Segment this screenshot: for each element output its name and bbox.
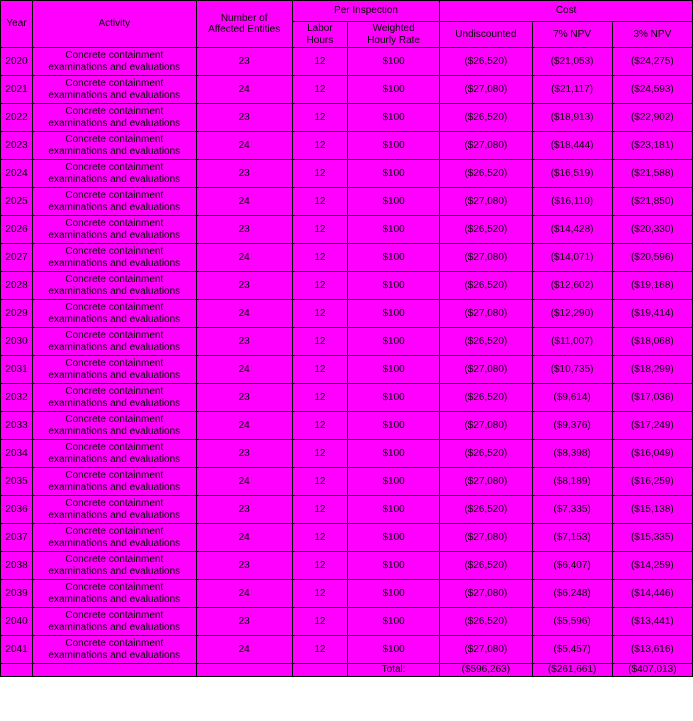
cell-entities: 23	[196, 48, 292, 76]
cell-undiscounted: ($27,080)	[440, 76, 532, 104]
cell-npv7: ($9,614)	[532, 384, 612, 412]
cell-activity	[33, 412, 196, 440]
table-row	[1, 440, 693, 468]
cell-hourly-rate: $100	[347, 552, 439, 580]
table-row	[1, 468, 693, 496]
cell-activity-line1: Concrete containment	[65, 134, 164, 145]
cell-hourly-rate: $100	[347, 272, 439, 300]
cell-labor-hours: 12	[292, 160, 347, 188]
table-row	[1, 384, 693, 412]
table-row	[1, 552, 693, 580]
cell-activity-line1: Concrete containment	[65, 386, 164, 397]
cell-labor-hours: 12	[292, 104, 347, 132]
table-row	[1, 244, 693, 272]
table-row	[1, 76, 693, 104]
cell-entities: 23	[196, 552, 292, 580]
cell-activity-line2: examinations and evaluations	[48, 257, 181, 269]
cell-npv7: ($18,444)	[532, 132, 612, 160]
cell-activity-line1: Concrete containment	[65, 190, 164, 201]
cell-npv7: ($10,735)	[532, 356, 612, 384]
table-row	[1, 188, 693, 216]
cell-npv3: ($15,138)	[612, 496, 692, 524]
cell-npv3: ($20,330)	[612, 216, 692, 244]
cell-activity-line2: examinations and evaluations	[48, 145, 181, 157]
cell-activity-line1: Concrete containment	[65, 330, 164, 341]
cell-activity-line1: Concrete containment	[65, 106, 164, 117]
cell-hourly-rate: $100	[347, 328, 439, 356]
total-npv7: ($261,661)	[532, 664, 612, 677]
cell-year: 2023	[1, 132, 33, 160]
table-row	[1, 216, 693, 244]
cell-npv7: ($8,398)	[532, 440, 612, 468]
cell-labor-hours: 12	[292, 580, 347, 608]
cell-npv3: ($18,299)	[612, 356, 692, 384]
cell-activity	[33, 244, 196, 272]
cell-labor-hours: 12	[292, 328, 347, 356]
cell-undiscounted: ($26,520)	[440, 104, 532, 132]
cell-entities: 24	[196, 524, 292, 552]
cell-entities: 23	[196, 104, 292, 132]
cell-npv3: ($14,446)	[612, 580, 692, 608]
cell-entities: 24	[196, 300, 292, 328]
cell-npv7: ($21,053)	[532, 48, 612, 76]
cell-npv3: ($24,593)	[612, 76, 692, 104]
cell-npv7: ($6,407)	[532, 552, 612, 580]
cell-entities: 23	[196, 216, 292, 244]
cell-npv7: ($11,007)	[532, 328, 612, 356]
header-undiscounted: Undiscounted	[440, 22, 532, 48]
table-row	[1, 104, 693, 132]
cell-labor-hours: 12	[292, 468, 347, 496]
cell-undiscounted: ($27,080)	[440, 412, 532, 440]
cell-hourly-rate: $100	[347, 188, 439, 216]
cell-activity	[33, 440, 196, 468]
cell-npv7: ($16,110)	[532, 188, 612, 216]
cell-undiscounted: ($27,080)	[440, 132, 532, 160]
cell-year: 2032	[1, 384, 33, 412]
cell-labor-hours: 12	[292, 272, 347, 300]
cell-undiscounted: ($26,520)	[440, 496, 532, 524]
cell-npv3: ($21,850)	[612, 188, 692, 216]
cell-activity-line2: examinations and evaluations	[48, 117, 181, 129]
cell-year: 2037	[1, 524, 33, 552]
cell-entities: 24	[196, 188, 292, 216]
cell-year: 2033	[1, 412, 33, 440]
cell-activity-line2: examinations and evaluations	[48, 229, 181, 241]
cell-npv3: ($17,036)	[612, 384, 692, 412]
cell-npv7: ($8,189)	[532, 468, 612, 496]
cell-npv3: ($16,049)	[612, 440, 692, 468]
cell-activity-line2: examinations and evaluations	[48, 341, 181, 353]
cell-activity-line2: examinations and evaluations	[48, 481, 181, 493]
table-footer	[1, 664, 693, 677]
cell-labor-hours: 12	[292, 496, 347, 524]
cell-undiscounted: ($27,080)	[440, 468, 532, 496]
cell-activity-line1: Concrete containment	[65, 442, 164, 453]
cell-npv7: ($5,596)	[532, 608, 612, 636]
cell-activity	[33, 496, 196, 524]
cell-year: 2024	[1, 160, 33, 188]
header-labor-hours-line1: Labor	[307, 23, 333, 34]
header-activity: Activity	[33, 1, 196, 48]
cell-activity-line2: examinations and evaluations	[48, 509, 181, 521]
cell-undiscounted: ($26,520)	[440, 440, 532, 468]
cell-npv3: ($13,441)	[612, 608, 692, 636]
cell-hourly-rate: $100	[347, 412, 439, 440]
cell-activity-line2: examinations and evaluations	[48, 453, 181, 465]
cell-labor-hours: 12	[292, 356, 347, 384]
cell-hourly-rate: $100	[347, 524, 439, 552]
cell-activity-line1: Concrete containment	[65, 50, 164, 61]
cell-labor-hours: 12	[292, 76, 347, 104]
cell-entities: 24	[196, 636, 292, 664]
cell-entities: 24	[196, 468, 292, 496]
cell-activity	[33, 468, 196, 496]
table-row	[1, 328, 693, 356]
cell-hourly-rate: $100	[347, 468, 439, 496]
cell-entities: 23	[196, 384, 292, 412]
cell-activity	[33, 216, 196, 244]
cell-year: 2038	[1, 552, 33, 580]
cell-activity-line2: examinations and evaluations	[48, 621, 181, 633]
cell-labor-hours: 12	[292, 524, 347, 552]
cell-labor-hours: 12	[292, 384, 347, 412]
cell-activity-line2: examinations and evaluations	[48, 425, 181, 437]
cell-labor-hours: 12	[292, 244, 347, 272]
cell-npv7: ($14,428)	[532, 216, 612, 244]
header-weighted-hourly-rate-line2: Hourly Rate	[367, 34, 420, 46]
cell-activity-line1: Concrete containment	[65, 218, 164, 229]
header-npv7: 7% NPV	[532, 22, 612, 48]
table-row	[1, 132, 693, 160]
cell-undiscounted: ($26,520)	[440, 216, 532, 244]
table-header	[1, 1, 693, 48]
cell-npv3: ($20,596)	[612, 244, 692, 272]
cell-activity-line2: examinations and evaluations	[48, 397, 181, 409]
cell-activity-line1: Concrete containment	[65, 638, 164, 649]
cell-npv7: ($21,117)	[532, 76, 612, 104]
header-affected-entities-line1: Number of	[220, 12, 268, 24]
cell-hourly-rate: $100	[347, 160, 439, 188]
table-row	[1, 496, 693, 524]
cell-year: 2035	[1, 468, 33, 496]
header-weighted-hourly-rate	[347, 22, 439, 48]
table-row	[1, 48, 693, 76]
cell-npv7: ($14,071)	[532, 244, 612, 272]
cell-labor-hours: 12	[292, 552, 347, 580]
cell-activity	[33, 580, 196, 608]
cell-activity-line1: Concrete containment	[65, 162, 164, 173]
cell-activity-line1: Concrete containment	[65, 498, 164, 509]
cell-year: 2025	[1, 188, 33, 216]
cell-npv3: ($17,249)	[612, 412, 692, 440]
table-row	[1, 356, 693, 384]
table-row	[1, 300, 693, 328]
cell-year: 2022	[1, 104, 33, 132]
cell-undiscounted: ($27,080)	[440, 524, 532, 552]
cell-year: 2028	[1, 272, 33, 300]
cell-undiscounted: ($27,080)	[440, 300, 532, 328]
cell-npv3: ($13,616)	[612, 636, 692, 664]
total-label: Total:	[347, 664, 439, 677]
cell-activity-line1: Concrete containment	[65, 470, 164, 481]
cell-activity-line1: Concrete containment	[65, 610, 164, 621]
cell-entities: 23	[196, 608, 292, 636]
cell-activity-line2: examinations and evaluations	[48, 313, 181, 325]
cell-activity-line2: examinations and evaluations	[48, 565, 181, 577]
cell-year: 2036	[1, 496, 33, 524]
cell-hourly-rate: $100	[347, 76, 439, 104]
cell-activity	[33, 300, 196, 328]
cell-activity	[33, 328, 196, 356]
cell-npv7: ($12,290)	[532, 300, 612, 328]
cell-npv3: ($18,068)	[612, 328, 692, 356]
cell-activity	[33, 608, 196, 636]
cell-hourly-rate: $100	[347, 580, 439, 608]
cell-labor-hours: 12	[292, 412, 347, 440]
table-body	[1, 48, 693, 664]
total-npv3: ($407,013)	[612, 664, 692, 677]
cell-labor-hours: 12	[292, 48, 347, 76]
cell-activity-line2: examinations and evaluations	[48, 537, 181, 549]
cell-npv7: ($12,602)	[532, 272, 612, 300]
cell-hourly-rate: $100	[347, 440, 439, 468]
header-weighted-hourly-rate-line1: Weighted	[372, 23, 415, 34]
cell-labor-hours: 12	[292, 636, 347, 664]
cell-hourly-rate: $100	[347, 608, 439, 636]
cell-entities: 23	[196, 272, 292, 300]
cell-year: 2030	[1, 328, 33, 356]
cell-activity-line2: examinations and evaluations	[48, 89, 181, 101]
cell-activity	[33, 636, 196, 664]
cell-activity	[33, 76, 196, 104]
cell-labor-hours: 12	[292, 300, 347, 328]
cell-activity-line2: examinations and evaluations	[48, 61, 181, 73]
cell-activity-line2: examinations and evaluations	[48, 173, 181, 185]
cell-year: 2040	[1, 608, 33, 636]
cell-npv7: ($7,153)	[532, 524, 612, 552]
total-undiscounted: ($596,263)	[440, 664, 532, 677]
cell-undiscounted: ($27,080)	[440, 636, 532, 664]
header-cost: Cost	[440, 1, 693, 22]
table-row	[1, 524, 693, 552]
cell-undiscounted: ($26,520)	[440, 608, 532, 636]
cell-activity-line1: Concrete containment	[65, 554, 164, 565]
cell-year: 2021	[1, 76, 33, 104]
cell-hourly-rate: $100	[347, 104, 439, 132]
cell-npv7: ($6,248)	[532, 580, 612, 608]
cell-activity-line1: Concrete containment	[65, 78, 164, 89]
header-affected-entities-line2: Affected Entities	[208, 24, 281, 35]
cell-npv3: ($22,902)	[612, 104, 692, 132]
table-row	[1, 272, 693, 300]
header-per-inspection: Per Inspection	[292, 1, 439, 22]
cell-activity	[33, 132, 196, 160]
cell-year: 2031	[1, 356, 33, 384]
total-row	[1, 664, 693, 677]
cell-entities: 24	[196, 132, 292, 160]
cell-activity	[33, 552, 196, 580]
cell-activity-line1: Concrete containment	[65, 246, 164, 257]
cell-entities: 24	[196, 244, 292, 272]
cell-entities: 23	[196, 440, 292, 468]
cell-activity-line1: Concrete containment	[65, 414, 164, 425]
header-labor-hours-line2: Hours	[306, 34, 334, 46]
table-row	[1, 412, 693, 440]
cell-activity-line1: Concrete containment	[65, 582, 164, 593]
cell-entities: 23	[196, 496, 292, 524]
cell-hourly-rate: $100	[347, 496, 439, 524]
table-row	[1, 636, 693, 664]
cell-npv3: ($15,335)	[612, 524, 692, 552]
cell-year: 2029	[1, 300, 33, 328]
cell-undiscounted: ($26,520)	[440, 272, 532, 300]
cell-hourly-rate: $100	[347, 636, 439, 664]
cell-npv3: ($14,259)	[612, 552, 692, 580]
cell-undiscounted: ($26,520)	[440, 160, 532, 188]
total-spacer-activity	[33, 664, 196, 677]
table-row	[1, 580, 693, 608]
cell-hourly-rate: $100	[347, 244, 439, 272]
cell-year: 2020	[1, 48, 33, 76]
cell-entities: 24	[196, 76, 292, 104]
header-year: Year	[1, 1, 33, 48]
cell-activity-line2: examinations and evaluations	[48, 201, 181, 213]
header-npv3: 3% NPV	[612, 22, 692, 48]
cell-activity	[33, 48, 196, 76]
cell-activity	[33, 188, 196, 216]
cell-undiscounted: ($26,520)	[440, 552, 532, 580]
cell-npv7: ($16,519)	[532, 160, 612, 188]
cell-activity-line1: Concrete containment	[65, 358, 164, 369]
cell-hourly-rate: $100	[347, 216, 439, 244]
cell-npv7: ($18,913)	[532, 104, 612, 132]
cell-entities: 23	[196, 160, 292, 188]
cell-undiscounted: ($27,080)	[440, 580, 532, 608]
cell-labor-hours: 12	[292, 188, 347, 216]
cell-labor-hours: 12	[292, 608, 347, 636]
cell-npv7: ($9,376)	[532, 412, 612, 440]
header-affected-entities	[196, 1, 292, 48]
cell-year: 2026	[1, 216, 33, 244]
cell-activity-line1: Concrete containment	[65, 526, 164, 537]
table-row	[1, 608, 693, 636]
cell-hourly-rate: $100	[347, 132, 439, 160]
cell-activity-line2: examinations and evaluations	[48, 593, 181, 605]
cell-undiscounted: ($27,080)	[440, 356, 532, 384]
total-spacer-entities	[196, 664, 292, 677]
cell-activity	[33, 384, 196, 412]
cell-npv3: ($19,168)	[612, 272, 692, 300]
cell-activity	[33, 272, 196, 300]
cell-activity-line1: Concrete containment	[65, 274, 164, 285]
cell-npv7: ($5,457)	[532, 636, 612, 664]
cell-activity	[33, 356, 196, 384]
cell-npv3: ($24,275)	[612, 48, 692, 76]
cell-hourly-rate: $100	[347, 356, 439, 384]
cell-labor-hours: 12	[292, 216, 347, 244]
cell-entities: 24	[196, 580, 292, 608]
cell-undiscounted: ($27,080)	[440, 244, 532, 272]
cell-npv7: ($7,335)	[532, 496, 612, 524]
cell-year: 2027	[1, 244, 33, 272]
cell-undiscounted: ($26,520)	[440, 384, 532, 412]
cell-undiscounted: ($27,080)	[440, 188, 532, 216]
cell-activity-line1: Concrete containment	[65, 302, 164, 313]
total-spacer-labor	[292, 664, 347, 677]
cell-npv3: ($16,259)	[612, 468, 692, 496]
cell-npv3: ($21,588)	[612, 160, 692, 188]
table-row	[1, 160, 693, 188]
cell-labor-hours: 12	[292, 440, 347, 468]
cell-npv3: ($19,414)	[612, 300, 692, 328]
cell-hourly-rate: $100	[347, 300, 439, 328]
cell-activity	[33, 160, 196, 188]
cell-activity	[33, 524, 196, 552]
cell-npv3: ($23,181)	[612, 132, 692, 160]
cell-activity-line2: examinations and evaluations	[48, 369, 181, 381]
header-labor-hours	[292, 22, 347, 48]
header-row-group	[1, 1, 693, 22]
cell-hourly-rate: $100	[347, 384, 439, 412]
cell-hourly-rate: $100	[347, 48, 439, 76]
cell-activity-line2: examinations and evaluations	[48, 649, 181, 661]
cell-entities: 23	[196, 328, 292, 356]
cell-activity	[33, 104, 196, 132]
cell-year: 2041	[1, 636, 33, 664]
cell-entities: 24	[196, 356, 292, 384]
cell-undiscounted: ($26,520)	[440, 328, 532, 356]
cell-activity-line2: examinations and evaluations	[48, 285, 181, 297]
cell-entities: 24	[196, 412, 292, 440]
cell-labor-hours: 12	[292, 132, 347, 160]
cell-undiscounted: ($26,520)	[440, 48, 532, 76]
cell-year: 2039	[1, 580, 33, 608]
cell-year: 2034	[1, 440, 33, 468]
total-spacer-year	[1, 664, 33, 677]
